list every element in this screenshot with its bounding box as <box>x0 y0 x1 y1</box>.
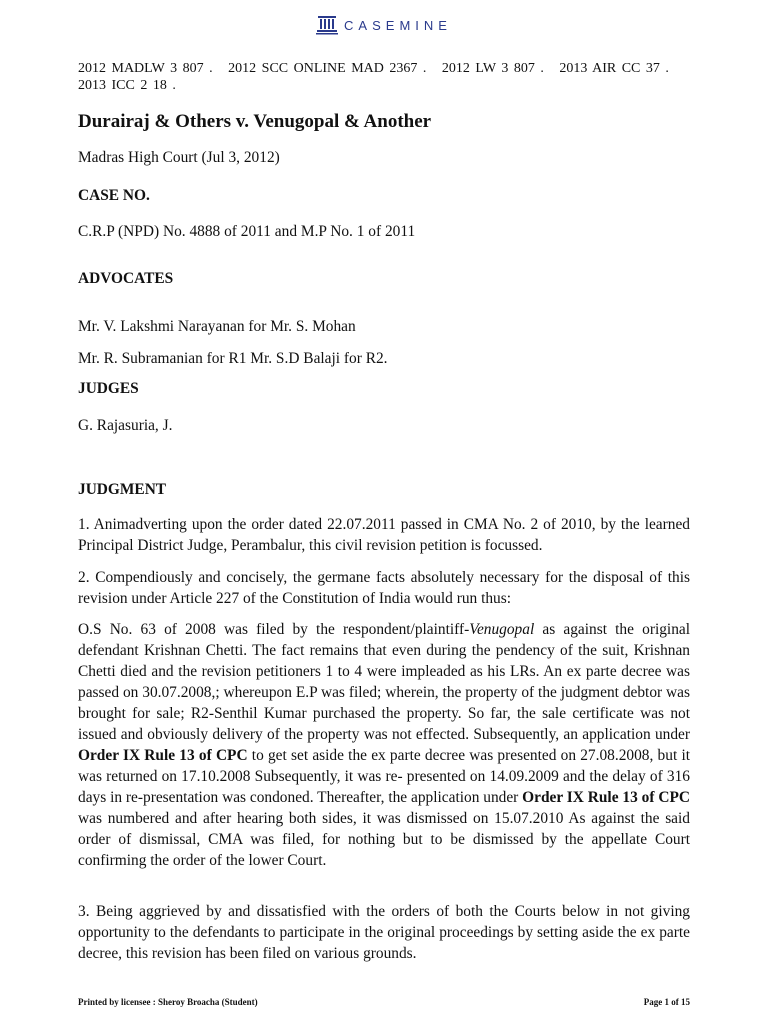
party-name: Venugopal <box>469 621 535 638</box>
citation-list <box>78 60 698 94</box>
statute-reference: Order IX Rule 13 of CPC <box>78 747 248 764</box>
judgment-paragraph-2: 2. Compendiously and concisely, the germane facts absolutely necessary for the disposal of this revision under Article 227 of the Constitution of India would run thus: <box>78 569 690 607</box>
judgment-paragraph-4: 3. Being aggrieved by and dissatisfied with the orders of both the Courts below in not giving opportunity to the defendants to participate in the original proceedings by setting aside the ex parte decree, this revision has been filed on various grounds. <box>78 903 690 962</box>
advocate-entry: Mr. R. Subramanian for R1 Mr. S.D Balaji for R2. <box>78 350 388 367</box>
paragraph-text: as against the original defendant Krishnan Chetti. The fact remains that even during the pendency of the suit, Krishnan Chetti died and the revision petitioners 1 to 4 were impleaded as his LRs. An ex parte decree was passed on 30.07.2008,; whereupon E.P was filed; wherein, the property of the judgment debtor was brought for sale; R2-Senthil Kumar purchased the property. So far, the sale certificate was not issued and obviously delivery of the property was not effected. Subsequently, an application under <box>78 621 690 743</box>
advocate-entry: Mr. V. Lakshmi Narayanan for Mr. S. Mohan <box>78 318 356 335</box>
citation: 2012 LW 3 807 . <box>441 61 544 76</box>
citation: 2013 ICC 2 18 . <box>78 78 176 93</box>
statute-reference: Order IX Rule 13 of CPC <box>522 789 690 806</box>
judges-heading: JUDGES <box>78 380 139 397</box>
judgment-paragraph-1: 1. Animadverting upon the order dated 22.07.2011 passed in CMA No. 2 of 2010, by the learned Principal District Judge, Perambalur, this civil revision petition is focussed. <box>78 516 690 554</box>
pillar-logo-icon <box>316 14 338 36</box>
citation: 2013 AIR CC 37 . <box>559 61 669 76</box>
footer-licensee: Printed by licensee : Sheroy Broacha (Student) <box>78 997 258 1007</box>
citation: 2012 MADLW 3 807 . <box>78 61 213 76</box>
judgment-paragraph-3 <box>78 619 690 871</box>
case-title: Durairaj & Others v. Venugopal & Another <box>78 111 432 132</box>
casemine-logo <box>0 14 768 36</box>
footer-page-number: Page 1 of 15 <box>643 997 690 1007</box>
paragraph-text: O.S No. 63 of 2008 was filed by the respondent/plaintiff- <box>78 621 470 638</box>
case-number: C.R.P (NPD) No. 4888 of 2011 and M.P No. 1 of 2011 <box>78 223 416 240</box>
judgment-heading: JUDGMENT <box>78 481 167 498</box>
paragraph-text: to get set aside the ex parte decree was presented on 27.08.2008, but it was returned on 17.10.2008 Subsequently, it was re- presented on 14.09.2009 and the delay of 316 days in re-presentation was condoned. Thereafter, the application under <box>78 747 690 806</box>
brand-name: CASEMINE <box>344 17 452 33</box>
advocates-heading: ADVOCATES <box>78 270 174 287</box>
paragraph-text: was numbered and after hearing both sides, it was dismissed on 15.07.2010 As against the said order of dismissal, CMA was filed, for nothing but to be dismissed by the appellate Court confirming the order of the lower Court. <box>78 810 690 869</box>
court-name: Madras High Court (Jul 3, 2012) <box>78 149 280 166</box>
case-no-heading: CASE NO. <box>78 187 150 204</box>
citation: 2012 SCC ONLINE MAD 2367 . <box>228 61 427 76</box>
judge-name: G. Rajasuria, J. <box>78 417 173 434</box>
